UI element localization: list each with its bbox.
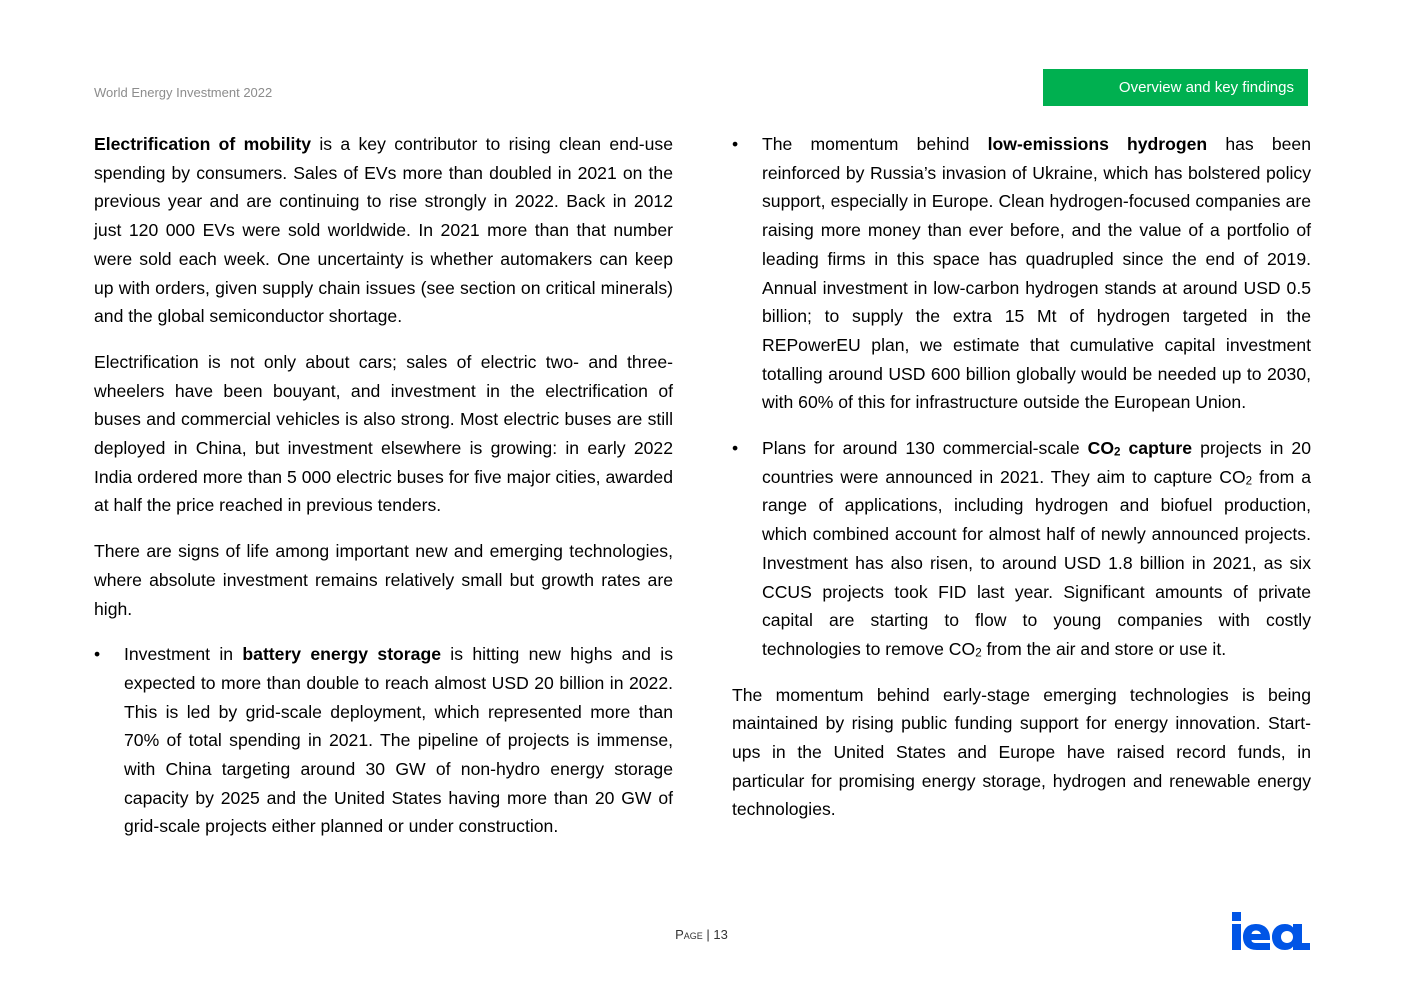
paragraph-emerging-tech: There are signs of life among important new and emerging technologies, where absolute investment remains relatively small but growth rates are high. (94, 541, 673, 619)
bullet-co2-capture (732, 434, 1311, 664)
bullet-battery-bold: battery energy storage (242, 644, 441, 665)
paragraph-two-three-wheelers: Electrification is not only about cars; sales of electric two- and three-wheelers have been bouyant, and investment in the electrification of buses and commercial vehicles is also strong. Most electric buses are still deployed in China, but investment elsewhere is growing: in early 2022 India ordered more than 5 000 electric buses for five major cities, awarded at half the price reached in previous tenders. (94, 351, 673, 516)
paragraph-mobility-bold: Electrification of mobility (94, 134, 312, 154)
document-title: World Energy Investment 2022 (94, 85, 273, 100)
bullet-battery-pre: Investment in (124, 644, 243, 665)
page-label: Page (675, 927, 703, 942)
bullet-hydrogen (732, 130, 1311, 417)
bullet-hydrogen-pre: The momentum behind (762, 134, 988, 154)
bullet-co2-text-a: projects in 20 countries were announced in 2021. They aim to capture CO (762, 438, 1311, 487)
bullet-marker: • (732, 134, 739, 154)
paragraph-mobility-text: is a key contributor to rising clean end-use spending by consumers. Sales of EVs more than doubled in 2021 on the previous year and are continuing to rise strongly in 2022. Back in 2012 just 120 000 EVs were sold worldwide. In 2021 more than that number were sold each week. One uncertainty is whether automakers can keep up with orders, given supply chain issues (see section on critical minerals) and the global semiconductor shortage. (94, 134, 673, 327)
section-badge (1043, 69, 1308, 106)
bullet-marker: • (732, 438, 739, 459)
bullet-battery-text: is hitting new highs and is expected to more than double to reach almost USD 20 billion in 2022. This is led by grid-scale deployment, which represented more than 70% of total spending in 2021. The pipeline of projects is immense, with China targeting around 30 GW of non-hydro energy storage capacity by 2025 and the United States having more than 20 GW of grid-scale projects either planned or under construction. (124, 644, 673, 837)
left-column (94, 130, 673, 858)
page-separator: | (706, 927, 710, 942)
bullet-marker: • (94, 644, 101, 665)
section-label: Overview and key findings (1118, 79, 1294, 96)
bullet-co2-bold (1088, 438, 1192, 458)
page-number: 13 (713, 927, 728, 942)
bullet-co2-sub-a: 2 (1245, 474, 1253, 488)
bullet-battery-storage (94, 640, 673, 841)
bullet-hydrogen-bold: low-emissions hydrogen (987, 134, 1208, 154)
bullet-co2-pre: Plans for around 130 commercial-scale (762, 438, 1088, 459)
paragraph-mobility (94, 130, 673, 331)
bullet-co2-sub-b: 2 (975, 646, 982, 660)
bullet-hydrogen-text: has been reinforced by Russia’s invasion of Ukraine, which has bolstered policy support, especially in Europe. Clean hydrogen-focused companies are raising more money than ever before, and the value of a portfolio of leading firms in this space has quadrupled since the end of 2019. Annual investment in low-carbon hydrogen stands at around USD 0.5 billion; to supply the extra 15 Mt of hydrogen targeted in the REPowerEU plan, we estimate that cumulative capital investment totalling around USD 600 billion globally would be needed up to 2030, with 60% of this for infrastructure outside the European Union. (762, 134, 1311, 413)
paragraph-early-stage: The momentum behind early-stage emerging technologies is being maintained by rising public funding support for energy innovation. Start-ups in the United States and Europe have raised record funds, in particular for promising energy storage, hydrogen and renewable energy technologies. (732, 684, 1311, 820)
page-footer (0, 927, 1403, 942)
bullet-co2-bold-sub: 2 (1114, 445, 1121, 459)
iea-logo-icon (1232, 912, 1310, 952)
bullet-co2-bold-b: capture (1120, 438, 1193, 459)
bullet-co2-text-c: from the air and store or use it. (981, 638, 1227, 659)
bullet-co2-bold-a: CO (1087, 438, 1115, 459)
bullet-co2-text-b: from a range of applications, including hydrogen and biofuel production, which combined account for almost half of newly announced projects. Investment has also risen, to around USD 1.8 billion in 2021, as six CCUS projects took FID last year. Significant amounts of private capital are starting to flow to young companies with costly technologies to remove CO (762, 466, 1311, 659)
right-column (732, 130, 1311, 841)
